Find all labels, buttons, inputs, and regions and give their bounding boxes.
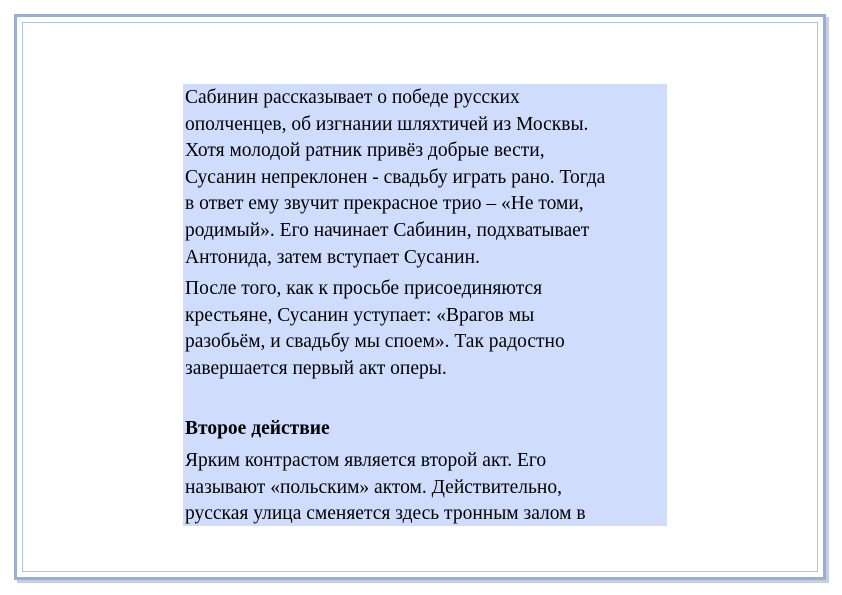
text-line: родимый». Его начинает Сабинин, подхватывает [185,219,590,241]
text-line: разобьём, и свадьбу мы споем». Так радостно [185,331,565,353]
text-line: Сабинин рассказывает о победе русских [185,87,520,108]
text-line: Антонида, затем вступает Сусанин. [185,246,480,268]
paragraph-sabinin-news [183,85,667,271]
text-box [183,84,667,526]
text-line: называют «польским» актом. Действительно, [185,476,562,498]
text-line: крестьяне, Сусанин уступает: «Врагов мы [185,304,535,326]
text-line: завершается первый акт оперы. [185,357,447,379]
section-heading: Второе действие [185,417,330,439]
text-line: Сусанин непреклонен - свадьбу играть рано. Тогда [185,166,606,188]
text-line: в ответ ему звучит прекрасное трио – «Не томи, [185,193,584,215]
text-line: Хотя молодой ратник привёз добрые вести, [185,140,545,162]
text-line: русская улица сменяется здесь тронным залом в [185,503,586,525]
paragraph-first-act-end [183,276,667,382]
text-line: Ярким контрастом является второй акт. Его [185,450,547,472]
paragraph-second-act [183,448,667,526]
text-line: ополченцев, об изгнании шляхтичей из Москвы. [185,113,589,135]
text-line: После того, как к просьбе присоединяются [185,278,543,300]
